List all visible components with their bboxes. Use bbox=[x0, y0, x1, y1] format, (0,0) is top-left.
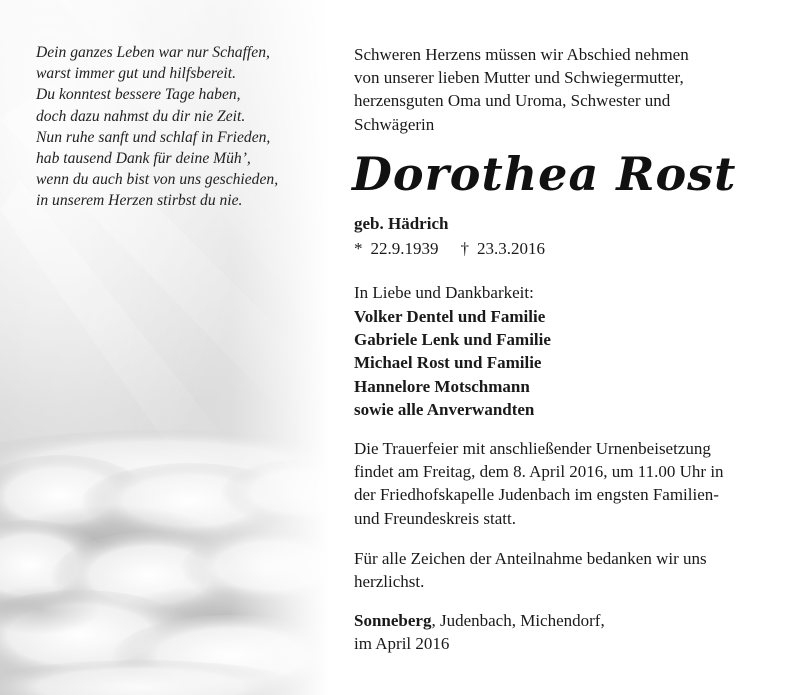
mourner: Volker Dentel und Familie bbox=[354, 307, 546, 326]
funeral-line: der Friedhofskapelle Judenbach im engsten Familien- bbox=[354, 485, 719, 505]
life-dates bbox=[354, 237, 545, 260]
birth-symbol: * bbox=[354, 239, 363, 258]
death-date: 23.3.2016 bbox=[477, 239, 545, 258]
funeral-details bbox=[354, 437, 724, 530]
poem-line: doch dazu nahmst du dir nie Zeit. bbox=[36, 107, 246, 125]
intro-line: herzensguten Oma und Uroma, Schwester und bbox=[354, 91, 671, 111]
deceased-name: Dorothea Rost bbox=[352, 147, 737, 201]
poem-line: Dein ganzes Leben war nur Schaffen, bbox=[36, 44, 270, 61]
place-rest: , Judenbach, Michendorf, bbox=[431, 611, 605, 630]
intro-line: Schwägerin bbox=[354, 114, 435, 134]
mourner: Gabriele Lenk und Familie bbox=[354, 330, 551, 350]
funeral-line: und Freundeskreis statt. bbox=[354, 508, 516, 528]
birth-date: 22.9.1939 bbox=[370, 239, 439, 258]
intro-line: von unserer lieben Mutter und Schwiegermutter, bbox=[354, 68, 684, 88]
poem-line: Nun ruhe sanft und schlaf in Frieden, bbox=[36, 128, 271, 146]
thanks-paragraph bbox=[354, 547, 707, 593]
poem-line: Du konntest bessere Tage haben, bbox=[36, 86, 241, 104]
funeral-line: findet am Freitag, dem 8. April 2016, um 11.00 Uhr in bbox=[354, 462, 724, 482]
funeral-line: Die Trauerfeier mit anschließender Urnenbeisetzung bbox=[354, 439, 711, 458]
notice-date: im April 2016 bbox=[354, 634, 450, 654]
thanks-line: herzlichst. bbox=[354, 572, 425, 592]
poem bbox=[36, 42, 326, 212]
poem-line: in unserem Herzen stirbst du nie. bbox=[36, 192, 243, 210]
intro-line: Schweren Herzens müssen wir Abschied nehmen bbox=[354, 45, 689, 64]
place-and-date bbox=[354, 609, 605, 655]
intro-paragraph bbox=[354, 43, 689, 136]
birth-name: geb. Hädrich bbox=[354, 214, 449, 233]
poem-line: hab tausend Dank für deine Müh’, bbox=[36, 150, 251, 168]
mourner: Hannelore Motschmann bbox=[354, 376, 530, 396]
thanks-line: Für alle Zeichen der Anteilnahme bedanken wir uns bbox=[354, 549, 707, 568]
mourner: sowie alle Anverwandten bbox=[354, 399, 535, 419]
place-city: Sonneberg bbox=[354, 611, 432, 630]
mourners-list bbox=[354, 305, 551, 421]
mourner: Michael Rost und Familie bbox=[354, 353, 542, 373]
poem-line: warst immer gut und hilfsbereit. bbox=[36, 65, 236, 83]
mourners-intro: In Liebe und Dankbarkeit: bbox=[354, 283, 534, 302]
poem-line: wenn du auch bist von uns geschieden, bbox=[36, 171, 279, 189]
cloud-sky-photo bbox=[0, 0, 330, 695]
death-symbol: † bbox=[460, 239, 469, 258]
